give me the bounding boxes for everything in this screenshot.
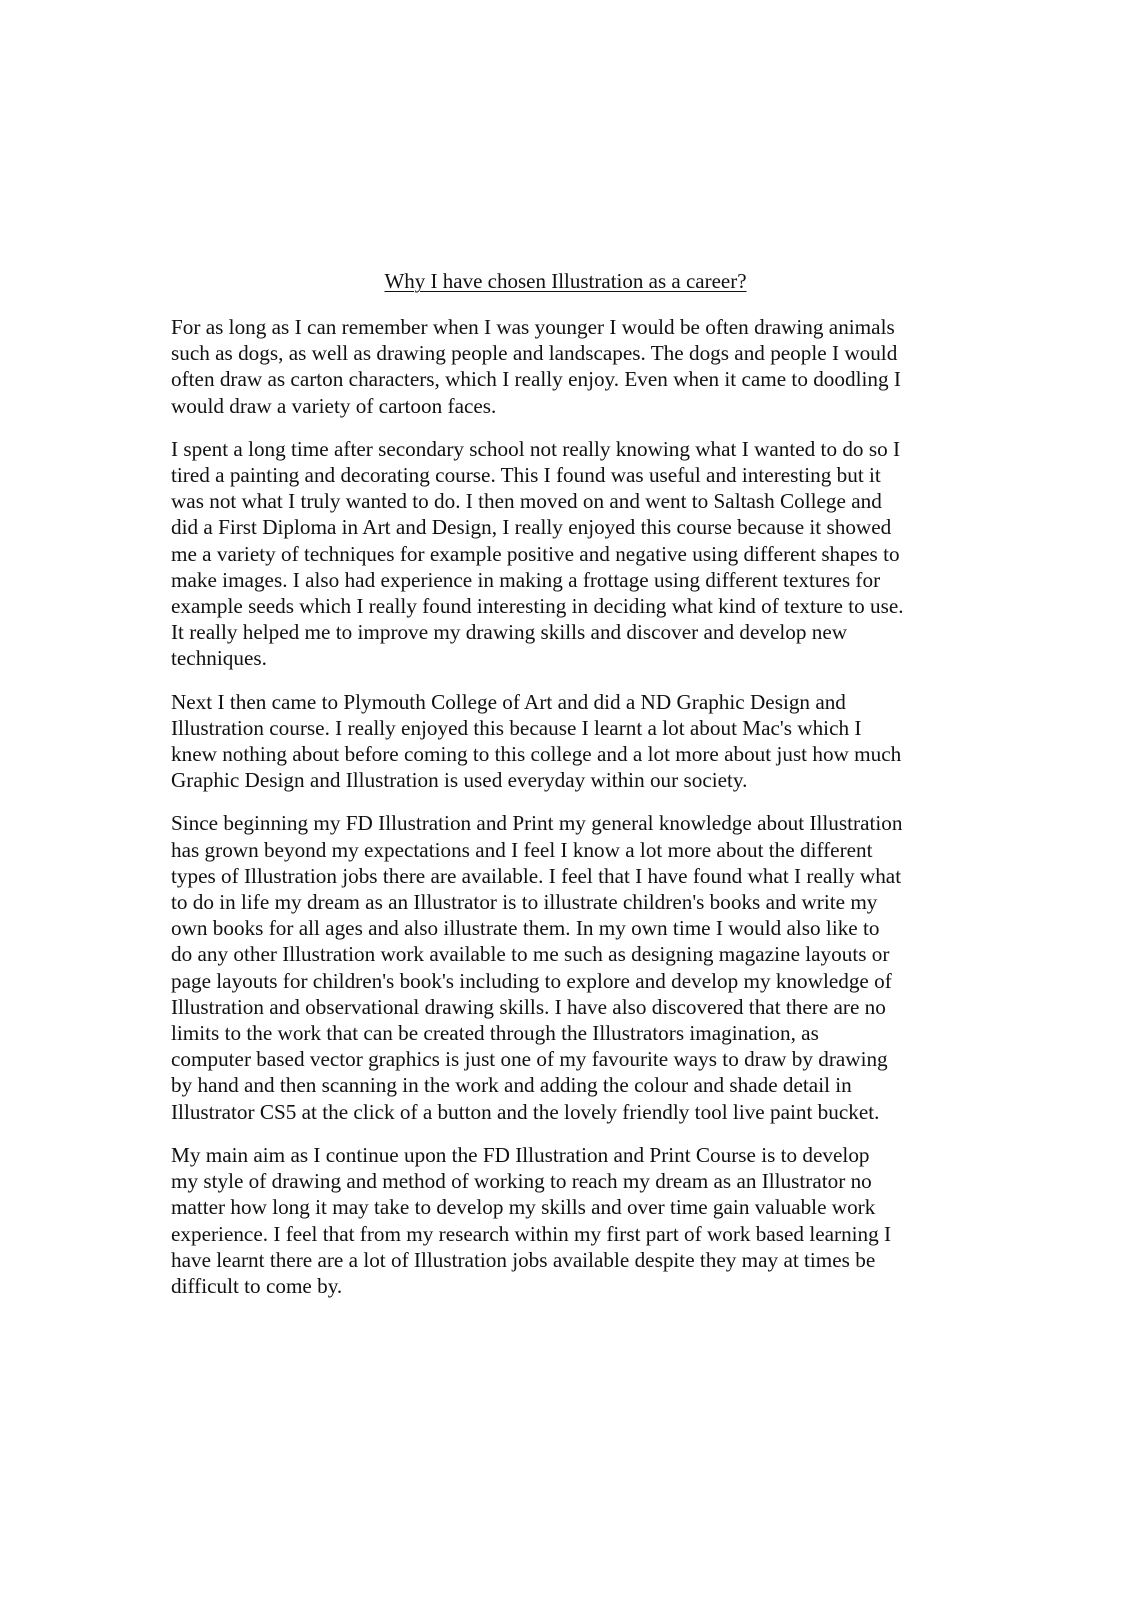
paragraph-line: techniques. xyxy=(171,646,267,671)
paragraph-line: My main aim as I continue upon the FD Illustration and Print Course is to develop xyxy=(171,1142,870,1167)
paragraph-line: by hand and then scanning in the work and adding the colour and shade detail in xyxy=(171,1073,852,1098)
paragraph-line: has grown beyond my expectations and I feel I know a lot more about the different xyxy=(171,837,873,862)
paragraph-line: have learnt there are a lot of Illustration jobs available despite they may at times be xyxy=(171,1247,876,1272)
paragraph-line: my style of drawing and method of working to reach my dream as an Illustrator no xyxy=(171,1169,872,1194)
paragraph-3 xyxy=(171,689,976,794)
paragraph-line: Next I then came to Plymouth College of Art and did a ND Graphic Design and xyxy=(171,689,846,714)
paragraph-line: For as long as I can remember when I was younger I would be often drawing animals xyxy=(171,315,895,339)
page-title-text: Why I have chosen Illustration as a career? xyxy=(384,269,747,293)
paragraph-line: experience. I feel that from my research within my first part of work based learning I xyxy=(171,1221,892,1246)
paragraph-line: Illustration and observational drawing skills. I have also discovered that there are no xyxy=(171,994,886,1019)
paragraph-5 xyxy=(171,1142,976,1299)
paragraph-4 xyxy=(171,810,976,1124)
paragraph-line: would draw a variety of cartoon faces. xyxy=(171,393,497,418)
paragraph-line: was not what I truly wanted to do. I then moved on and went to Saltash College and xyxy=(171,489,882,514)
paragraph-line: Illustration course. I really enjoyed this because I learnt a lot about Mac's which I xyxy=(171,715,862,740)
paragraph-line: matter how long it may take to develop my skills and over time gain valuable work xyxy=(171,1195,876,1220)
paragraph-line: do any other Illustration work available to me such as designing magazine layouts or xyxy=(171,942,890,967)
paragraph-line: example seeds which I really found interesting in deciding what kind of texture to use. xyxy=(171,594,904,619)
page-title xyxy=(0,268,1131,294)
paragraph-line: Since beginning my FD Illustration and Print my general knowledge about Illustration xyxy=(171,811,903,836)
paragraph-line: difficult to come by. xyxy=(171,1273,343,1298)
paragraph-line: I spent a long time after secondary school not really knowing what I wanted to do so I xyxy=(171,436,901,461)
paragraph-line: limits to the work that can be created through the Illustrators imagination, as xyxy=(171,1021,819,1046)
paragraph-line: did a First Diploma in Art and Design, I really enjoyed this course because it showed xyxy=(171,515,892,540)
paragraph-line: types of Illustration jobs there are available. I feel that I have found what I really what xyxy=(171,863,902,888)
paragraph-1 xyxy=(171,314,976,419)
essay-body xyxy=(171,314,976,1316)
paragraph-line: Illustrator CS5 at the click of a button and the lovely friendly tool live paint bucket. xyxy=(171,1099,880,1124)
paragraph-2 xyxy=(171,436,976,672)
paragraph-line: It really helped me to improve my drawing skills and discover and develop new xyxy=(171,620,848,645)
paragraph-line: own books for all ages and also illustrate them. In my own time I would also like to xyxy=(171,916,880,941)
paragraph-line: make images. I also had experience in making a frottage using different textures for xyxy=(171,567,881,592)
paragraph-line: page layouts for children's book's including to explore and develop my knowledge of xyxy=(171,968,892,993)
paragraph-line: tired a painting and decorating course. This I found was useful and interesting but it xyxy=(171,463,881,488)
paragraph-line: knew nothing about before coming to this college and a lot more about just how much xyxy=(171,742,902,767)
paragraph-line: me a variety of techniques for example positive and negative using different shapes to xyxy=(171,541,900,566)
paragraph-line: computer based vector graphics is just one of my favourite ways to draw by drawing xyxy=(171,1047,888,1072)
paragraph-line: often draw as carton characters, which I really enjoy. Even when it came to doodling I xyxy=(171,367,901,392)
paragraph-line: such as dogs, as well as drawing people and landscapes. The dogs and people I would xyxy=(171,341,898,366)
paragraph-line: to do in life my dream as an Illustrator is to illustrate children's books and write my xyxy=(171,890,878,915)
paragraph-line: Graphic Design and Illustration is used everyday within our society. xyxy=(171,768,748,793)
